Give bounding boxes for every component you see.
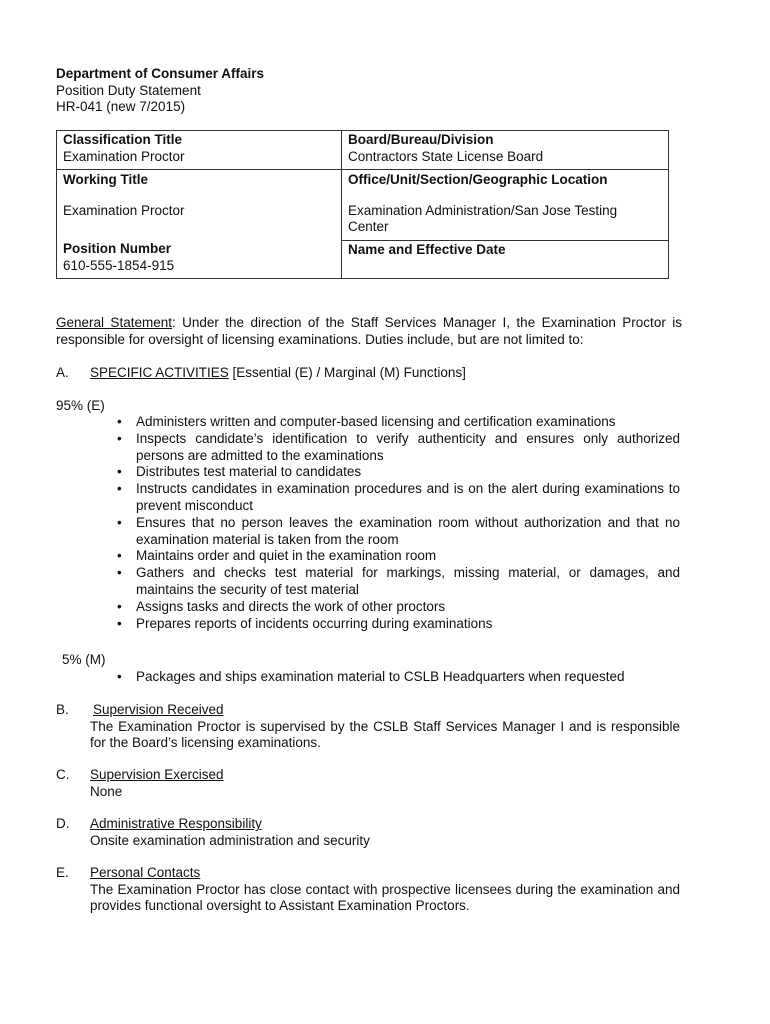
document-header — [56, 66, 682, 116]
board-cell — [342, 131, 669, 170]
classification-label: Classification Title — [63, 132, 183, 147]
position-number-value: 610-555-1854-915 — [63, 257, 175, 273]
table-row — [57, 240, 669, 279]
bullet-icon: • — [117, 464, 122, 480]
office-cell — [342, 170, 669, 241]
bullet-icon: • — [117, 565, 122, 581]
section-b — [56, 702, 682, 750]
working-title-cell — [57, 170, 342, 241]
section-d-text: Onsite examination administration and security — [90, 832, 370, 848]
name-date-label: Name and Effective Date — [348, 241, 506, 257]
classification-cell — [57, 131, 342, 170]
bullet-icon: • — [117, 548, 122, 564]
working-title-label: Working Title — [63, 172, 149, 187]
position-number-cell — [57, 240, 342, 279]
marginal-functions-list — [112, 669, 680, 686]
classification-value: Examination Proctor — [63, 148, 185, 164]
office-label: Office/Unit/Section/Geographic Location — [348, 172, 608, 187]
marginal-percent: 5% (M) — [62, 652, 106, 667]
bullet-icon: • — [117, 514, 122, 530]
section-e-title: Personal Contacts — [90, 865, 201, 880]
essential-percent: 95% (E) — [56, 398, 105, 413]
name-date-cell — [342, 240, 669, 279]
list-item: • Administers written and computer-based licensing and certification examinations — [117, 414, 616, 429]
list-item: • Ensures that no person leaves the examination room without authorization and that no examination material is taken from the room — [117, 514, 680, 547]
position-number-label: Position Number — [63, 241, 172, 256]
bullet-icon: • — [117, 414, 122, 429]
bullet-icon: • — [117, 598, 122, 614]
position-info-table — [56, 130, 669, 279]
list-item: • Distributes test material to candidates — [117, 464, 362, 480]
list-item: • Assigns tasks and directs the work of other proctors — [117, 598, 446, 614]
general-statement-text: : Under the direction of the Staff Services Manager I, the Examination Proctor is responsible for oversight of licensing examinations. Duties include, but are not limited to: — [56, 315, 682, 347]
list-item: • Gathers and checks test material for markings, missing material, or damages, and maintains the security of test material — [117, 565, 680, 597]
section-d-title: Administrative Responsibility — [90, 816, 262, 831]
list-item: • Prepares reports of incidents occurring during examinations — [117, 615, 493, 631]
department-name: Department of Consumer Affairs — [56, 66, 265, 81]
section-a-heading — [56, 365, 682, 382]
section-letter: E. — [56, 865, 69, 880]
form-number: HR-041 (new 7/2015) — [56, 99, 186, 114]
bullet-icon: • — [117, 615, 122, 631]
section-a-subtitle: [Essential (E) / Marginal (M) Functions] — [228, 365, 466, 380]
working-title-value: Examination Proctor — [63, 202, 185, 218]
section-letter: C. — [56, 767, 70, 782]
section-c-title: Supervision Exercised — [90, 767, 224, 782]
bullet-icon: • — [117, 669, 122, 684]
list-item: • Instructs candidates in examination procedures and is on the alert during examinations to prevent misconduct — [117, 481, 680, 513]
board-value: Contractors State License Board — [348, 148, 544, 164]
bullet-icon: • — [117, 481, 122, 497]
section-letter: B. — [56, 702, 69, 717]
section-c — [56, 767, 682, 803]
section-d — [56, 816, 682, 852]
document-title: Position Duty Statement — [56, 82, 201, 98]
section-c-text: None — [90, 783, 123, 799]
section-a-title: SPECIFIC ACTIVITIES — [90, 365, 229, 380]
section-b-text: The Examination Proctor is supervised by the CSLB Staff Services Manager I and is responsible for the Board’s licensing examinations. — [90, 718, 680, 750]
table-row — [57, 170, 669, 241]
essential-functions-list — [112, 414, 680, 632]
general-statement — [56, 315, 682, 348]
list-item: • Packages and ships examination material to CSLB Headquarters when requested — [117, 669, 625, 684]
section-e — [56, 865, 682, 917]
section-letter: D. — [56, 816, 70, 831]
board-label: Board/Bureau/Division — [348, 132, 494, 147]
list-item: • Maintains order and quiet in the examination room — [117, 548, 437, 564]
table-row — [57, 131, 669, 170]
bullet-icon: • — [117, 430, 122, 446]
general-statement-label: General Statement — [56, 315, 172, 330]
list-item: • Inspects candidate’s identification to verify authenticity and ensures only authorized persons are admitted to the examinations — [117, 430, 680, 463]
office-value: Examination Administration/San Jose Testing Center — [348, 202, 618, 234]
section-b-title: Supervision Received — [93, 702, 224, 717]
section-e-text: The Examination Proctor has close contact with prospective licensees during the examination and provides functional oversight to Assistant Examination Proctors. — [90, 881, 680, 913]
section-letter: A. — [56, 365, 69, 380]
